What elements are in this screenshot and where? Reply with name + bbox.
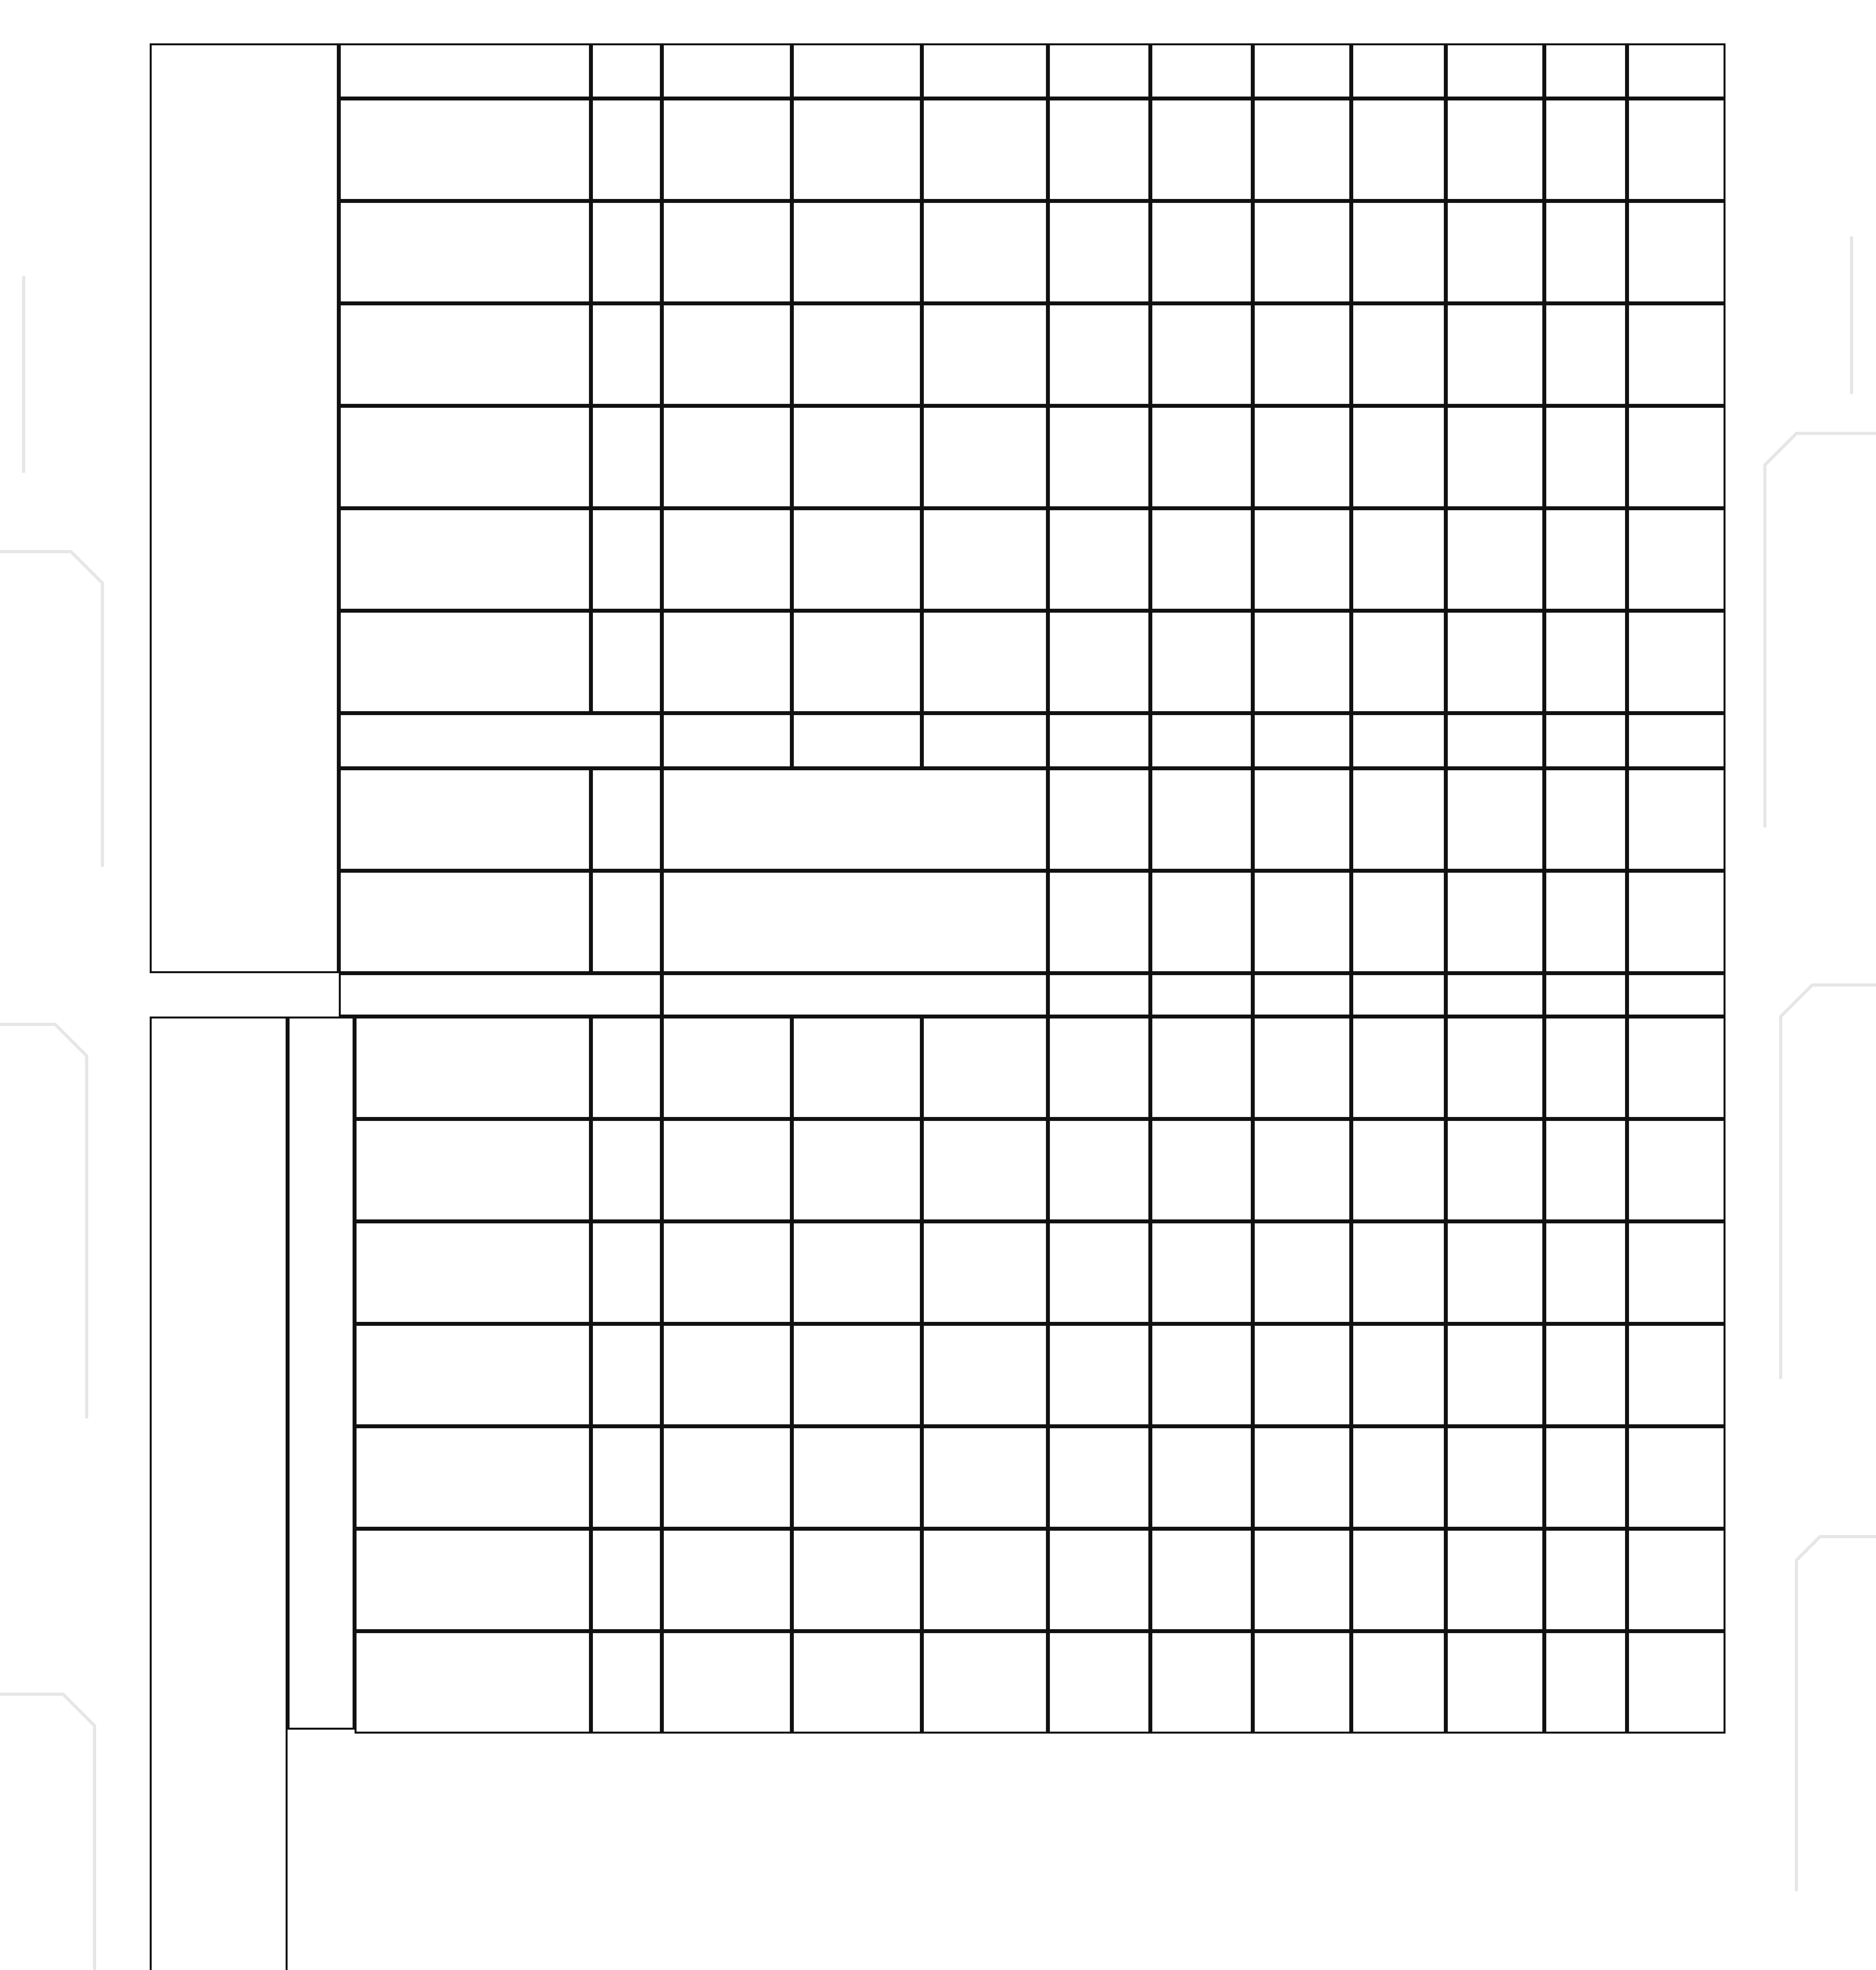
value-cell bbox=[1253, 98, 1351, 201]
value-cell bbox=[1150, 1324, 1253, 1426]
empty-cell bbox=[1351, 768, 1446, 871]
course-type bbox=[591, 1631, 662, 1734]
value-cell bbox=[922, 98, 1048, 201]
empty-cell bbox=[1253, 768, 1351, 871]
value-cell bbox=[662, 1631, 792, 1734]
value-cell bbox=[1048, 1221, 1150, 1324]
course-type bbox=[591, 98, 662, 201]
value-cell bbox=[662, 1529, 792, 1631]
value-cell bbox=[1253, 303, 1351, 406]
course-type bbox=[591, 1119, 662, 1221]
value-cell bbox=[1150, 611, 1253, 713]
value-cell bbox=[922, 1017, 1048, 1119]
course-type bbox=[591, 1426, 662, 1529]
value-cell bbox=[1544, 1529, 1627, 1631]
value-cell bbox=[1446, 713, 1544, 768]
value-cell bbox=[662, 303, 792, 406]
value-cell bbox=[1351, 508, 1446, 611]
course-name bbox=[339, 611, 591, 713]
course-name bbox=[355, 1426, 591, 1529]
value-cell bbox=[1627, 1119, 1726, 1221]
value-cell bbox=[1351, 713, 1446, 768]
course-name bbox=[355, 1529, 591, 1631]
value-cell bbox=[1627, 713, 1726, 768]
value-cell bbox=[662, 43, 792, 98]
value-cell bbox=[792, 43, 922, 98]
value-cell bbox=[1351, 1221, 1446, 1324]
value-cell bbox=[1446, 1324, 1544, 1426]
value-cell bbox=[662, 508, 792, 611]
value-cell bbox=[1446, 303, 1544, 406]
empty-cell bbox=[1150, 768, 1253, 871]
value-cell bbox=[1446, 1631, 1544, 1734]
empty-cell bbox=[1351, 973, 1446, 1017]
course-name bbox=[355, 1631, 591, 1734]
empty-cell bbox=[1446, 973, 1544, 1017]
value-cell bbox=[1627, 611, 1726, 713]
value-cell bbox=[1627, 1529, 1726, 1631]
value-cell bbox=[792, 1631, 922, 1734]
value-cell bbox=[792, 303, 922, 406]
course-name bbox=[355, 1221, 591, 1324]
activity-type bbox=[591, 768, 662, 871]
value-cell bbox=[1351, 1529, 1446, 1631]
value-cell bbox=[1048, 1017, 1150, 1119]
empty-cell bbox=[1446, 768, 1544, 871]
value-cell bbox=[922, 1426, 1048, 1529]
value-cell bbox=[1150, 201, 1253, 303]
empty-cell bbox=[1627, 871, 1726, 973]
empty-cell bbox=[1544, 768, 1627, 871]
activity-note bbox=[662, 871, 1048, 973]
value-cell bbox=[1627, 1221, 1726, 1324]
value-cell bbox=[1446, 611, 1544, 713]
value-cell bbox=[1048, 508, 1150, 611]
value-cell bbox=[1544, 1631, 1627, 1734]
empty-cell bbox=[1150, 973, 1253, 1017]
value-cell bbox=[1351, 43, 1446, 98]
course-type bbox=[591, 43, 662, 98]
value-cell bbox=[1446, 98, 1544, 201]
course-name bbox=[339, 43, 591, 98]
value-cell bbox=[662, 1426, 792, 1529]
course-type bbox=[591, 303, 662, 406]
course-type bbox=[591, 508, 662, 611]
value-cell bbox=[1627, 1324, 1726, 1426]
value-cell bbox=[1048, 303, 1150, 406]
value-cell bbox=[792, 1426, 922, 1529]
value-cell bbox=[662, 406, 792, 508]
value-cell bbox=[1544, 508, 1627, 611]
value-cell bbox=[1627, 1631, 1726, 1734]
course-type bbox=[591, 1529, 662, 1631]
value-cell bbox=[922, 1221, 1048, 1324]
value-cell bbox=[1048, 98, 1150, 201]
subtotal-credit bbox=[1048, 973, 1150, 1017]
value-cell bbox=[1446, 406, 1544, 508]
value-cell bbox=[792, 1529, 922, 1631]
subtotal-label bbox=[339, 713, 662, 768]
value-cell bbox=[1048, 1631, 1150, 1734]
value-cell bbox=[1446, 201, 1544, 303]
value-cell bbox=[1253, 1119, 1351, 1221]
course-name bbox=[355, 1324, 591, 1426]
course-type bbox=[591, 1221, 662, 1324]
value-cell bbox=[792, 98, 922, 201]
value-cell bbox=[792, 1119, 922, 1221]
value-cell bbox=[1253, 611, 1351, 713]
value-cell bbox=[922, 201, 1048, 303]
value-cell bbox=[1048, 201, 1150, 303]
value-cell bbox=[1351, 98, 1446, 201]
activity-note bbox=[662, 768, 1048, 871]
value-cell bbox=[1544, 406, 1627, 508]
value-cell bbox=[1253, 1529, 1351, 1631]
empty-cell bbox=[1150, 871, 1253, 973]
value-cell bbox=[922, 508, 1048, 611]
value-cell bbox=[792, 1221, 922, 1324]
value-cell bbox=[922, 1529, 1048, 1631]
value-cell bbox=[1048, 713, 1150, 768]
course-type bbox=[591, 201, 662, 303]
value-cell bbox=[1253, 713, 1351, 768]
value-cell bbox=[1351, 1324, 1446, 1426]
course-type bbox=[591, 611, 662, 713]
value-cell bbox=[1253, 1017, 1351, 1119]
value-cell bbox=[1446, 1221, 1544, 1324]
value-cell bbox=[792, 611, 922, 713]
group-cell-continuation bbox=[150, 43, 339, 973]
value-cell bbox=[1627, 98, 1726, 201]
course-name bbox=[355, 1017, 591, 1119]
value-cell bbox=[1253, 1221, 1351, 1324]
value-cell bbox=[1544, 201, 1627, 303]
value-cell bbox=[1048, 611, 1150, 713]
value-cell bbox=[922, 303, 1048, 406]
value-cell bbox=[1446, 43, 1544, 98]
group-label-skills bbox=[150, 1017, 288, 1970]
value-cell bbox=[1544, 713, 1627, 768]
value-cell bbox=[1253, 1631, 1351, 1734]
value-cell bbox=[1048, 1426, 1150, 1529]
value-cell bbox=[1150, 1426, 1253, 1529]
value-cell bbox=[1351, 611, 1446, 713]
empty-cell bbox=[1351, 871, 1446, 973]
value-cell bbox=[1446, 1017, 1544, 1119]
value-cell bbox=[1544, 1426, 1627, 1529]
value-cell bbox=[662, 1017, 792, 1119]
value-cell bbox=[1627, 303, 1726, 406]
value-cell bbox=[1544, 43, 1627, 98]
course-name bbox=[339, 201, 591, 303]
course-name bbox=[339, 406, 591, 508]
activity-name bbox=[339, 871, 591, 973]
value-cell bbox=[922, 611, 1048, 713]
value-cell bbox=[1446, 1119, 1544, 1221]
course-name bbox=[339, 508, 591, 611]
value-cell bbox=[922, 43, 1048, 98]
value-cell bbox=[662, 98, 792, 201]
value-cell bbox=[792, 201, 922, 303]
value-cell bbox=[792, 508, 922, 611]
group-label-basic bbox=[288, 1017, 355, 1730]
value-cell bbox=[662, 1324, 792, 1426]
empty-cell bbox=[1544, 973, 1627, 1017]
course-type bbox=[591, 406, 662, 508]
value-cell bbox=[792, 1324, 922, 1426]
value-cell bbox=[1627, 1017, 1726, 1119]
value-cell bbox=[1627, 1426, 1726, 1529]
value-cell bbox=[1253, 43, 1351, 98]
value-cell bbox=[792, 1017, 922, 1119]
value-cell bbox=[1150, 406, 1253, 508]
value-cell bbox=[662, 611, 792, 713]
course-type bbox=[591, 1017, 662, 1119]
value-cell bbox=[1544, 303, 1627, 406]
value-cell bbox=[1544, 1221, 1627, 1324]
empty-cell bbox=[1253, 871, 1351, 973]
value-cell bbox=[1627, 406, 1726, 508]
value-cell bbox=[1150, 508, 1253, 611]
value-cell bbox=[792, 713, 922, 768]
value-cell bbox=[1351, 406, 1446, 508]
value-cell bbox=[1048, 1529, 1150, 1631]
value-cell bbox=[1351, 1017, 1446, 1119]
activity-name bbox=[339, 768, 591, 871]
value-cell bbox=[1253, 406, 1351, 508]
value-cell bbox=[1253, 1426, 1351, 1529]
value-cell bbox=[922, 406, 1048, 508]
value-cell bbox=[1150, 1119, 1253, 1221]
value-cell bbox=[1253, 201, 1351, 303]
activity-credit bbox=[1048, 871, 1150, 973]
course-type bbox=[591, 1324, 662, 1426]
value-cell bbox=[1351, 1119, 1446, 1221]
value-cell bbox=[1048, 406, 1150, 508]
value-cell bbox=[1048, 1324, 1150, 1426]
empty-cell bbox=[1544, 871, 1627, 973]
value-cell bbox=[1048, 43, 1150, 98]
value-cell bbox=[922, 713, 1048, 768]
value-cell bbox=[1150, 713, 1253, 768]
value-cell bbox=[1446, 1426, 1544, 1529]
empty-cell bbox=[662, 973, 1048, 1017]
value-cell bbox=[1446, 508, 1544, 611]
value-cell bbox=[922, 1631, 1048, 1734]
value-cell bbox=[1627, 43, 1726, 98]
empty-cell bbox=[1627, 973, 1726, 1017]
value-cell bbox=[1150, 98, 1253, 201]
value-cell bbox=[922, 1119, 1048, 1221]
value-cell bbox=[1544, 1324, 1627, 1426]
value-cell bbox=[922, 1324, 1048, 1426]
value-cell bbox=[662, 1221, 792, 1324]
value-cell bbox=[1351, 1426, 1446, 1529]
value-cell bbox=[792, 406, 922, 508]
value-cell bbox=[662, 1119, 792, 1221]
empty-cell bbox=[1253, 973, 1351, 1017]
value-cell bbox=[1150, 1631, 1253, 1734]
value-cell bbox=[1544, 611, 1627, 713]
course-name bbox=[339, 303, 591, 406]
subtotal-label bbox=[339, 973, 662, 1017]
course-name bbox=[355, 1119, 591, 1221]
value-cell bbox=[1048, 1119, 1150, 1221]
value-cell bbox=[1446, 1529, 1544, 1631]
value-cell bbox=[1150, 1221, 1253, 1324]
value-cell bbox=[1627, 201, 1726, 303]
value-cell bbox=[1544, 1119, 1627, 1221]
activity-type bbox=[591, 871, 662, 973]
value-cell bbox=[1150, 1529, 1253, 1631]
value-cell bbox=[1253, 1324, 1351, 1426]
empty-cell bbox=[1627, 768, 1726, 871]
value-cell bbox=[662, 201, 792, 303]
value-cell bbox=[1544, 98, 1627, 201]
value-cell bbox=[662, 713, 792, 768]
value-cell bbox=[1351, 303, 1446, 406]
value-cell bbox=[1253, 508, 1351, 611]
value-cell bbox=[1150, 303, 1253, 406]
value-cell bbox=[1627, 508, 1726, 611]
value-cell bbox=[1150, 1017, 1253, 1119]
empty-cell bbox=[1446, 871, 1544, 973]
activity-credit bbox=[1048, 768, 1150, 871]
value-cell bbox=[1150, 43, 1253, 98]
value-cell bbox=[1351, 201, 1446, 303]
value-cell bbox=[1351, 1631, 1446, 1734]
course-name bbox=[339, 98, 591, 201]
value-cell bbox=[1544, 1017, 1627, 1119]
